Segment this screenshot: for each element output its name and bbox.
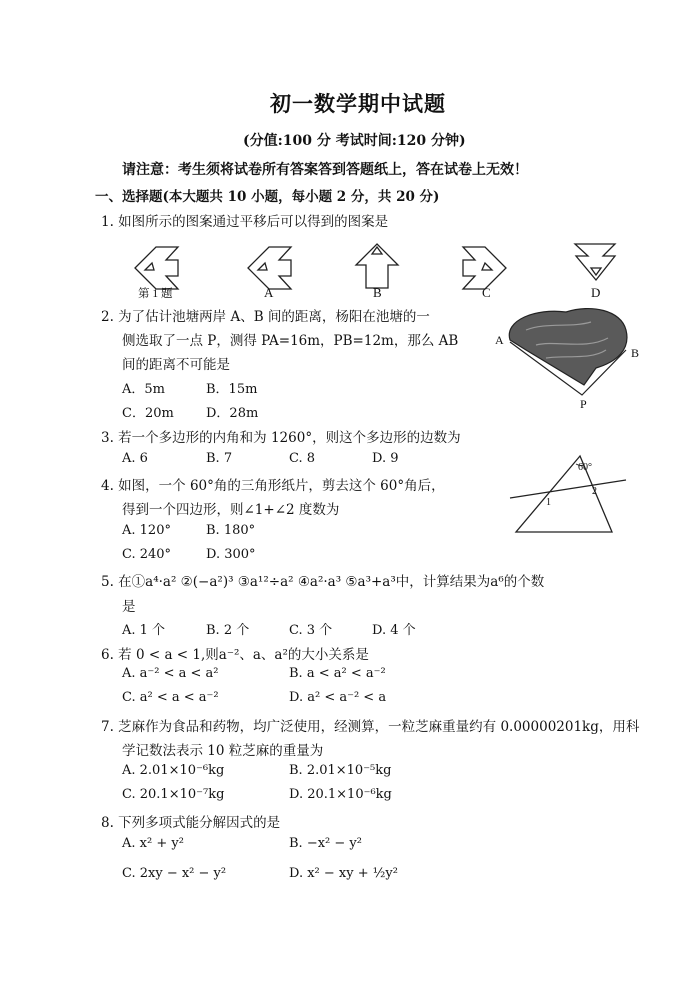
q6-option-c: C. a² < a < a⁻² <box>122 690 219 705</box>
triangle-label-2: 2 <box>592 486 597 497</box>
q1-caption: 第 1 题 <box>138 288 173 300</box>
q6-stem: 6. 若 0 < a < 1,则a⁻²、a、a²的大小关系是 <box>101 647 369 663</box>
q2-line-2: 侧选取了一点 P，测得 PA=16m，PB=12m，那么 AB <box>122 333 459 349</box>
q2-option-a: A．5m <box>122 382 165 397</box>
q8-option-d: D. x² − xy + ½y² <box>289 866 398 881</box>
triangle-figure <box>508 450 628 540</box>
q8-option-a: A. x² + y² <box>122 836 184 851</box>
q3-option-b: B. 7 <box>206 451 233 466</box>
page-title: 初一数学期中试题 <box>270 91 446 116</box>
q4-option-d: D. 300° <box>206 547 256 562</box>
q2-option-c: C．20m <box>122 406 174 421</box>
q2-option-b: B．15m <box>206 382 258 397</box>
q1-label-b: B <box>373 285 382 300</box>
q1-label-c: C <box>482 285 491 300</box>
q7-option-a: A. 2.01×10⁻⁶kg <box>122 763 225 778</box>
q8-option-c: C. 2xy − x² − y² <box>122 866 227 881</box>
q7-option-b: B. 2.01×10⁻⁵kg <box>289 763 392 778</box>
q3-stem: 3. 若一个多边形的内角和为 1260°，则这个多边形的边数为 <box>101 430 461 446</box>
q3-option-c: C. 8 <box>289 451 316 466</box>
q3-option-a: A. 6 <box>122 451 148 466</box>
q7-line-1: 7. 芝麻作为食品和药物，均广泛使用，经测算，一粒芝麻重量约有 0.00000201kg，用科 <box>101 719 640 735</box>
q6-option-b: B. a < a² < a⁻² <box>289 666 386 681</box>
q5-option-a: A. 1 个 <box>122 623 166 638</box>
q7-option-d: D. 20.1×10⁻⁶kg <box>289 787 392 802</box>
q4-option-a: A. 120° <box>122 523 171 538</box>
q2-option-d: D．28m <box>206 406 259 421</box>
q4-line-2: 得到一个四边形，则∠1+∠2 度数为 <box>122 502 340 518</box>
q4-option-b: B. 180° <box>206 523 256 538</box>
q1-stem: 1. 如图所示的图案通过平移后可以得到的图案是 <box>101 214 389 230</box>
pond-figure <box>496 300 646 410</box>
q5-option-d: D. 4 个 <box>372 623 416 638</box>
q1-label-d: D <box>591 285 601 300</box>
q5-line-2: 是 <box>122 599 136 615</box>
q5-option-c: C. 3 个 <box>289 623 333 638</box>
q5-option-b: B. 2 个 <box>206 623 250 638</box>
pond-label-p: P <box>580 397 587 411</box>
q6-option-d: D. a² < a⁻² < a <box>289 690 387 705</box>
notice: 请注意：考生须将试卷所有答案答到答题纸上，答在试卷上无效！ <box>122 162 528 178</box>
q1-label-a: A <box>264 285 274 300</box>
pond-label-a: A <box>495 333 504 347</box>
q5-line-1: 5. 在①a⁴·a² ②(−a²)³ ③a¹²÷a² ④a²·a³ ⑤a³+a³中，计算结果为a⁶的个数 <box>101 574 545 590</box>
q4-line-1: 4. 如图，一个 60°角的三角形纸片，剪去这个 60°角后， <box>101 478 445 494</box>
q7-line-2: 学记数法表示 10 粒芝麻的重量为 <box>122 743 324 759</box>
q7-option-c: C. 20.1×10⁻⁷kg <box>122 787 225 802</box>
q8-option-b: B. −x² − y² <box>289 836 362 851</box>
triangle-label-1: 1 <box>546 497 551 508</box>
pond-label-b: B <box>631 346 640 360</box>
q3-option-d: D. 9 <box>372 451 399 466</box>
q2-line-3: 间的距离不可能是 <box>122 357 230 373</box>
triangle-label-60: 60° <box>578 462 592 473</box>
q2-line-1: 2. 为了估计池塘两岸 A、B 间的距离，杨阳在池塘的一 <box>101 309 430 325</box>
section-heading: 一、选择题(本大题共 10 小题，每小题 2 分，共 20 分) <box>95 189 440 205</box>
q6-option-a: A. a⁻² < a < a² <box>122 666 219 681</box>
q4-option-c: C. 240° <box>122 547 172 562</box>
q8-stem: 8. 下列多项式能分解因式的是 <box>101 815 281 831</box>
subtitle: (分值:100 分 考试时间:120 分钟) <box>243 133 466 149</box>
